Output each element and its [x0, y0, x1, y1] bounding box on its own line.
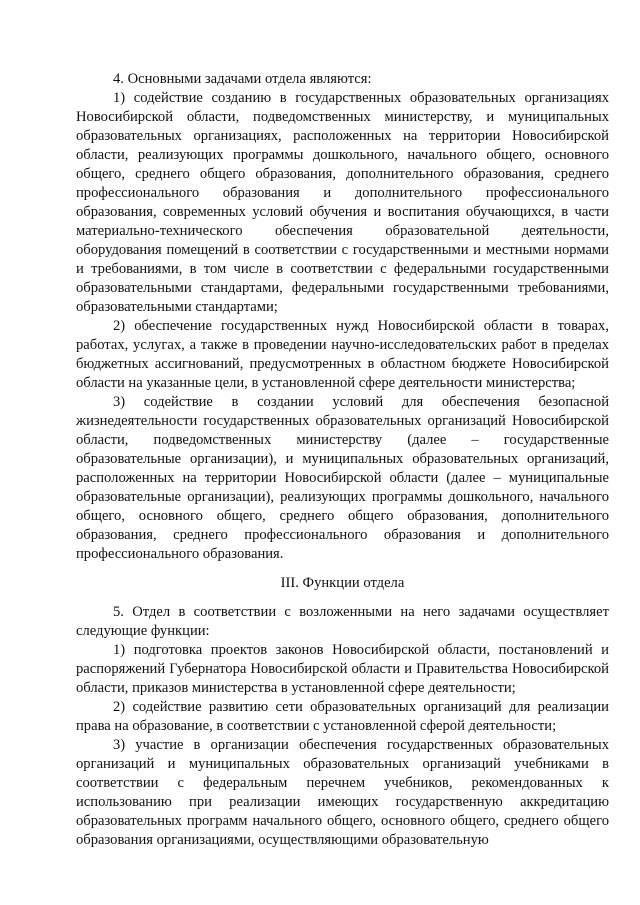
- document-page: [76, 70, 609, 850]
- function-item-2: 2) содействие развитию сети образовательных организаций для реализации права на образование, в соответствии с установленной сферой деятельности;: [76, 699, 609, 734]
- task-item-2: 2) обеспечение государственных нужд Новосибирской области в товарах, работах, услугах, а также в проведении научно-исследовательских работ в пределах бюджетных ассигнований, предусмотренных в областном бюджете Новосибирской области на указанные цели, в установленной сфере деятельности министерства;: [76, 318, 609, 391]
- function-item-3: 3) участие в организации обеспечения государственных образовательных организаций и муниципальных образовательных организаций учебниками в соответствии с федеральным перечнем учебников, рекомендованных к использованию при реализации имеющих государственную аккредитацию образовательных программ начального общего, основного общего, среднего общего образования организациями, осуществляющими образовательную: [76, 737, 609, 848]
- task-item-3: 3) содействие в создании условий для обеспечения безопасной жизнедеятельности государственных образовательных организаций Новосибирской области, подведомственных министерству (далее – государственные образовательные организации), и муниципальных образовательных организаций, расположенных на территории Новосибирской области (далее – муниципальные образовательные организации), реализующих программы дошкольного, начального общего, основного общего, среднего общего образования, дополнительного образования, среднего профессионального образования и дополнительного профессионального образования.: [76, 394, 609, 562]
- tasks-intro: 4. Основными задачами отдела являются:: [113, 71, 372, 87]
- function-item-1: 1) подготовка проектов законов Новосибирской области, постановлений и распоряжений Губернатора Новосибирской области и Правительства Новосибирской области, приказов министерства в установленной сфере деятельности;: [76, 642, 609, 696]
- section-heading-functions: III. Функции отдела: [280, 575, 405, 591]
- functions-intro: 5. Отдел в соответствии с возложенными на него задачами осуществляет следующие функции:: [76, 604, 609, 639]
- task-item-1: 1) содействие созданию в государственных образовательных организациях Новосибирской области, подведомственных министерству, и муниципальных образовательных организациях, расположенных на территории Новосибирской области, реализующих программы дошкольного, начального общего, основного общего, среднего общего образования, дополнительного образования, среднего профессионального образования и дополнительного профессионального образования, современных условий обучения и воспитания обучающихся, в части материально-технического обеспечения образовательной деятельности, оборудования помещений в соответствии с государственными и местными нормами и требованиями, в том числе в соответствии с федеральными государственными образовательными стандартами, федеральными государственными требованиями, образовательными стандартами;: [76, 90, 609, 315]
